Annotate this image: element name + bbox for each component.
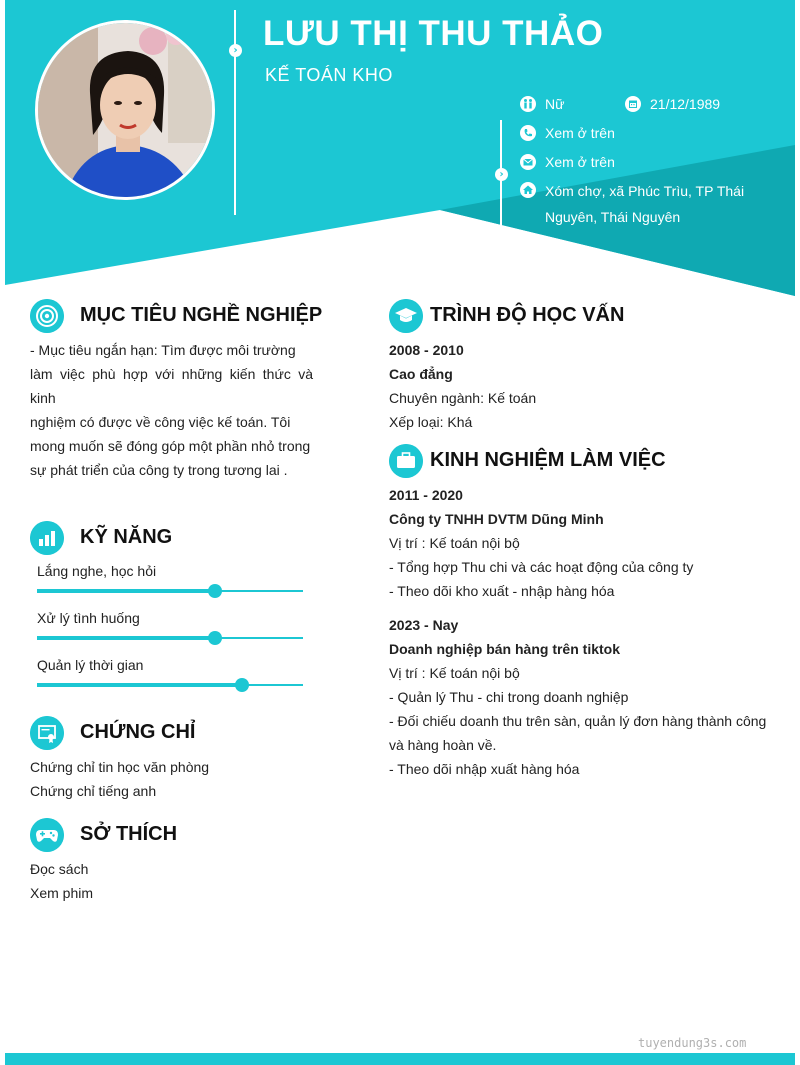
education-major: Chuyên ngành: Kế toán	[389, 390, 537, 406]
certificates-title: CHỨNG CHỈ	[80, 721, 196, 743]
calendar-icon	[625, 96, 641, 112]
briefcase-icon	[389, 444, 423, 478]
skill-bar-fill	[37, 589, 215, 593]
certificates-list	[30, 755, 209, 803]
profile-photo	[35, 20, 215, 200]
email-text[interactable]: Xem ở trên	[545, 154, 615, 170]
hobby-item: Đọc sách	[30, 861, 89, 877]
bar-chart-icon	[30, 521, 64, 555]
education-degree: Cao đẳng	[389, 366, 453, 382]
objective-text	[30, 338, 313, 482]
footer-bar	[5, 1053, 795, 1065]
skill-bar-knob	[235, 678, 249, 692]
education-title: TRÌNH ĐỘ HỌC VẤN	[430, 304, 625, 326]
gender-icon	[520, 96, 536, 112]
objective-line: - Mục tiêu ngắn hạn: Tìm được môi trường	[30, 342, 296, 358]
job-duty: - Theo dõi nhập xuất hàng hóa	[389, 761, 580, 777]
hobby-item: Xem phim	[30, 885, 94, 901]
address-line-1: Xóm chợ, xã Phúc Trìu, TP Thái	[545, 183, 745, 199]
job-period: 2023 - Nay	[389, 617, 459, 633]
job-company: Công ty TNHH DVTM Dũng Minh	[389, 511, 604, 527]
experience-title: KINH NGHIỆM LÀM VIỆC	[430, 449, 666, 471]
job-company: Doanh nghiệp bán hàng trên tiktok	[389, 641, 620, 657]
chevron-right-icon: ›	[495, 168, 508, 181]
objective-title: MỤC TIÊU NGHỀ NGHIỆP	[80, 304, 323, 326]
job-position: Vị trí : Kế toán nội bộ	[389, 535, 520, 551]
job-duty: - Tổng hợp Thu chi và các hoạt động của công ty	[389, 559, 694, 575]
gender-text: Nữ	[545, 96, 565, 112]
skill-label: Quản lý thời gian	[37, 657, 144, 673]
skill-bar	[37, 637, 303, 639]
skill-bar-knob	[208, 631, 222, 645]
header-divider-line	[234, 10, 236, 215]
skill-bar	[37, 590, 303, 592]
skill-bar-fill	[37, 683, 242, 687]
email-icon	[520, 154, 536, 170]
candidate-name: LƯU THỊ THU THẢO	[263, 14, 604, 53]
home-icon	[520, 182, 536, 198]
phone-text[interactable]: Xem ở trên	[545, 125, 615, 141]
job-title: KẾ TOÁN KHO	[265, 65, 393, 85]
education-rank: Xếp loại: Khá	[389, 414, 473, 430]
skills-title: KỸ NĂNG	[80, 526, 173, 548]
skill-bar	[37, 684, 303, 686]
education-period: 2008 - 2010	[389, 342, 464, 358]
birthdate-text: 21/12/1989	[650, 96, 721, 112]
job-duty: - Theo dõi kho xuất - nhập hàng hóa	[389, 583, 615, 599]
target-icon	[30, 299, 64, 333]
job-duty: - Quản lý Thu - chi trong doanh nghiệp	[389, 689, 629, 705]
graduation-cap-icon	[389, 299, 423, 333]
skill-label: Xử lý tình huống	[37, 610, 140, 626]
job-position: Vị trí : Kế toán nội bộ	[389, 665, 520, 681]
certificate-item: Chứng chỉ tiếng anh	[30, 783, 157, 799]
hobbies-list	[30, 857, 93, 905]
skill-bar-fill	[37, 636, 215, 640]
address-line-2: Nguyên, Thái Nguyên	[545, 209, 681, 225]
phone-icon	[520, 125, 536, 141]
certificate-icon	[30, 716, 64, 750]
skill-bar-knob	[208, 584, 222, 598]
job-duty: và hàng hoàn về.	[389, 737, 497, 753]
objective-line: sự phát triển của công ty trong tương lai .	[30, 462, 288, 478]
certificate-item: Chứng chỉ tin học văn phòng	[30, 759, 210, 775]
experience-job	[389, 483, 779, 603]
address-text	[545, 178, 744, 230]
objective-line: làm việc phù hợp với những kiến thức và kinh	[30, 366, 313, 406]
skill-label: Lắng nghe, học hỏi	[37, 563, 157, 579]
watermark: tuyendung3s.com	[638, 1036, 747, 1050]
job-duty: - Đối chiếu doanh thu trên sàn, quản lý đơn hàng thành công	[389, 713, 767, 729]
chevron-right-icon: ›	[229, 44, 242, 57]
hobbies-title: SỞ THÍCH	[80, 823, 178, 845]
experience-job	[389, 613, 784, 781]
job-period: 2011 - 2020	[389, 487, 463, 503]
education-details	[389, 338, 536, 434]
objective-line: nghiệm có được về công việc kế toán. Tôi	[30, 414, 291, 430]
gamepad-icon	[30, 818, 64, 852]
objective-line: mong muốn sẽ đóng góp một phần nhỏ trong	[30, 438, 311, 454]
